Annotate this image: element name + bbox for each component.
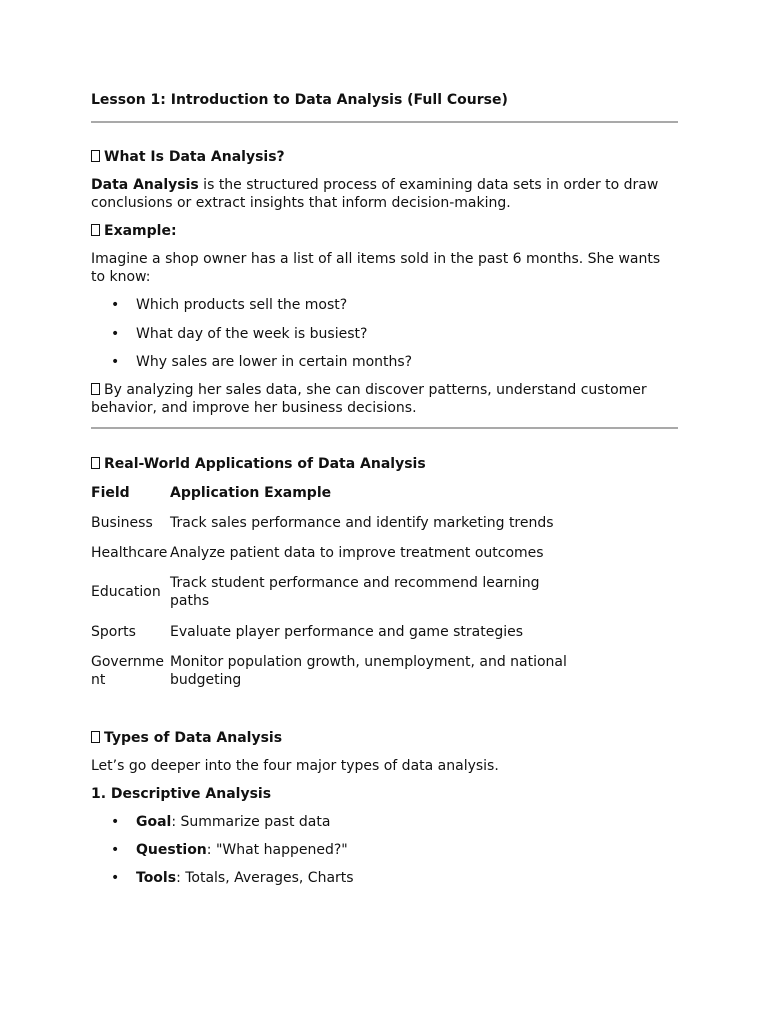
table-cell-field: Education [91,584,161,600]
table-cell-field: Business [91,515,153,531]
divider [91,427,678,429]
page-title: Lesson 1: Introduction to Data Analysis (Full Course) [91,92,508,108]
types-intro: Let’s go deeper into the four major types of data analysis. [91,758,499,774]
divider [91,121,678,123]
example-heading [91,222,177,240]
descriptive-heading: 1. Descriptive Analysis [91,786,272,802]
missing-glyph-icon [91,150,100,162]
definition-paragraph [91,176,678,212]
missing-glyph-icon [91,731,100,743]
table-cell-field: Sports [91,624,136,640]
table-cell-example: Track sales performance and identify marketing trends [170,515,554,531]
definition-text: is the structured process of examining data sets in order to draw conclusions or extract insights that inform decision-making. [91,177,659,211]
table-cell-example: Track student performance and recommend learning paths [170,575,540,609]
definition-term: Data Analysis [91,177,199,193]
missing-glyph-icon [91,383,100,395]
example-heading-text: Example: [104,223,177,239]
table-cell-example: Monitor population growth, unemployment, and national budgeting [170,654,567,688]
applications-heading [91,455,426,473]
missing-glyph-icon [91,457,100,469]
missing-glyph-icon [91,224,100,236]
section-heading-text: What Is Data Analysis? [104,149,285,165]
applications-heading-text: Real-World Applications of Data Analysis [104,456,426,472]
example-intro: Imagine a shop owner has a list of all items sold in the past 6 months. She wants to know: [91,251,661,285]
table-cell-example: Evaluate player performance and game strategies [170,624,524,640]
types-heading-text: Types of Data Analysis [104,730,283,746]
table-cell-field: Healthcare [91,545,168,561]
table-cell-example: Analyze patient data to improve treatment outcomes [170,545,544,561]
types-heading [91,729,282,747]
section-heading-what-is [91,148,285,166]
column-header-example: Application Example [170,485,332,501]
example-conclusion: By analyzing her sales data, she can discover patterns, understand customer behavior, and improve her business decisions. [91,382,647,416]
column-header-field: Field [91,485,130,501]
table-cell-field: Government [91,654,164,688]
